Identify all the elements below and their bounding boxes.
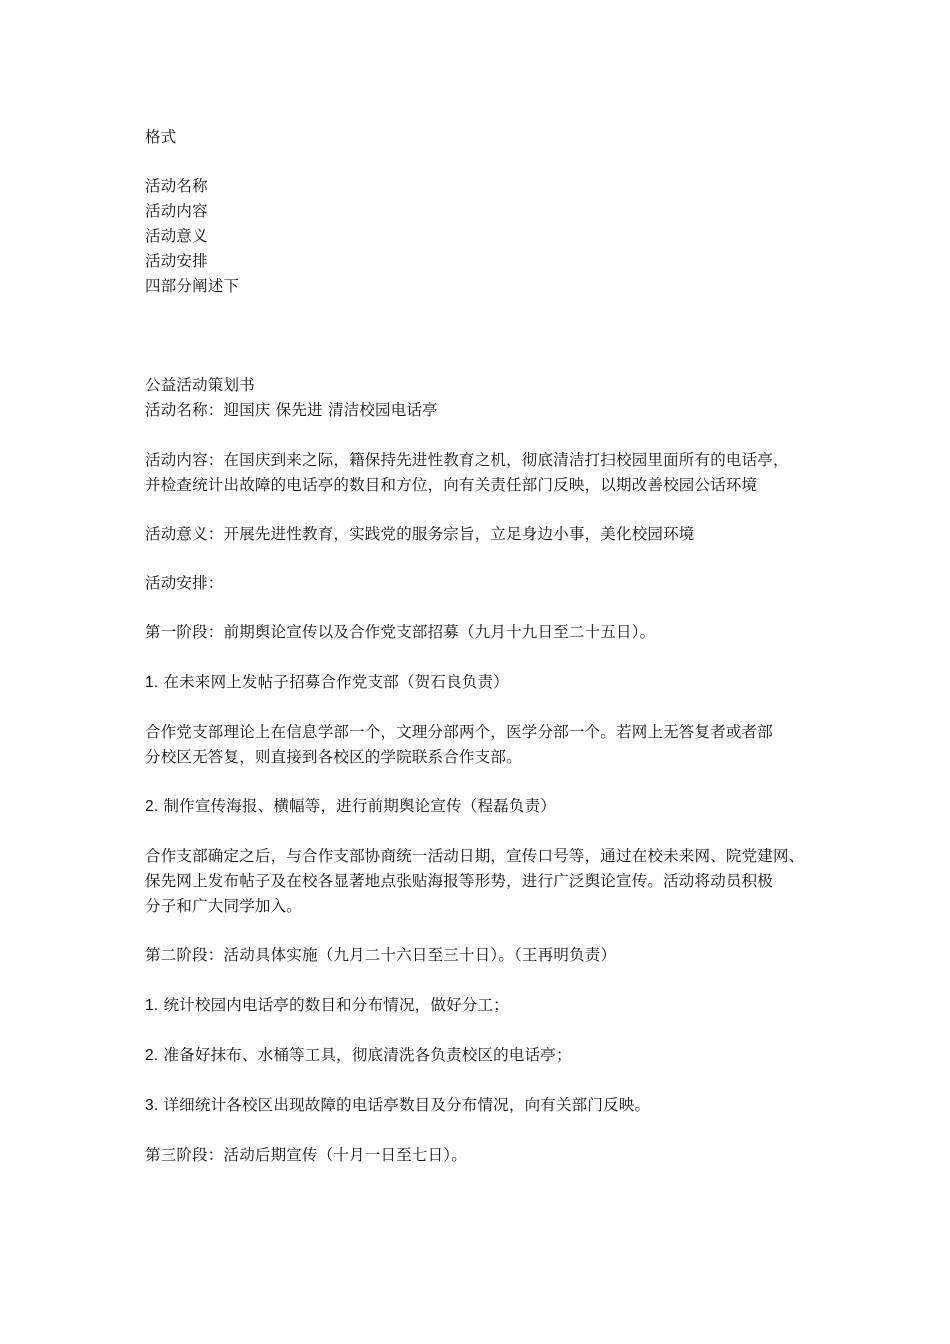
item-number: 2. — [145, 798, 159, 815]
phase2-item — [145, 1043, 825, 1068]
activity-meaning: 活动意义：开展先进性教育，实践党的服务宗旨，立足身边小事，美化校园环境 — [145, 525, 695, 543]
phase1-item2-detail: 分子和广大同学加入。 — [145, 897, 303, 915]
item-text: 制作宣传海报、横幅等，进行前期舆论宣传（程磊负责） — [163, 797, 556, 815]
activity-content-line: 并检查统计出故障的电话亭的数目和方位，向有关责任部门反映，以期改善校园公话环境 — [145, 476, 758, 494]
item-number: 1. — [145, 674, 159, 691]
phase1-item2 — [145, 794, 825, 819]
format-item: 活动名称 — [145, 177, 208, 195]
phase2-item — [145, 993, 825, 1018]
item-text: 在未来网上发帖子招募合作党支部（贺石良负责） — [163, 673, 509, 691]
phase1-item1 — [145, 670, 825, 695]
item-text: 统计校园内电话亭的数目和分布情况，做好分工； — [163, 996, 509, 1014]
phase1-item1-detail: 分校区无答复，则直接到各校区的学院联系合作支部。 — [145, 748, 522, 766]
item-number: 2. — [145, 1047, 159, 1064]
phase2-item — [145, 1093, 825, 1118]
item-text: 详细统计各校区出现故障的电话亭数目及分布情况，向有关部门反映。 — [163, 1096, 651, 1114]
format-item: 活动安排 — [145, 252, 208, 270]
format-item: 活动意义 — [145, 227, 208, 245]
arrangement-label: 活动安排： — [145, 574, 224, 592]
format-item: 四部分阐述下 — [145, 277, 240, 295]
phase1-item1-detail: 合作党支部理论上在信息学部一个，文理分部两个，医学分部一个。若网上无答复者或者部 — [145, 723, 774, 741]
format-item: 活动内容 — [145, 202, 208, 220]
activity-name: 活动名称：迎国庆 保先进 清洁校园电话亭 — [145, 401, 438, 419]
phase2-title: 第二阶段：活动具体实施（九月二十六日至三十日）。（王再明负责） — [145, 946, 617, 964]
format-heading: 格式 — [145, 128, 177, 146]
doc-title: 公益活动策划书 — [145, 376, 255, 394]
item-number: 1. — [145, 997, 159, 1014]
phase1-title: 第一阶段：前期舆论宣传以及合作党支部招募（九月十九日至二十五日）。 — [145, 623, 656, 641]
phase1-item2-detail: 合作支部确定之后，与合作支部协商统一活动日期，宣传口号等，通过在校未来网、院党建网、 — [145, 847, 805, 865]
phase3-title: 第三阶段：活动后期宣传（十月一日至七日）。 — [145, 1146, 467, 1164]
activity-content-line: 活动内容：在国庆到来之际，籍保持先进性教育之机，彻底清洁打扫校园里面所有的电话亭， — [145, 451, 789, 469]
item-number: 3. — [145, 1097, 159, 1114]
item-text: 准备好抹布、水桶等工具，彻底清洗各负责校区的电话亭； — [163, 1046, 572, 1064]
phase1-item2-detail: 保先网上发布帖子及在校各显著地点张贴海报等形势，进行广泛舆论宣传。活动将动员积极 — [145, 872, 774, 890]
